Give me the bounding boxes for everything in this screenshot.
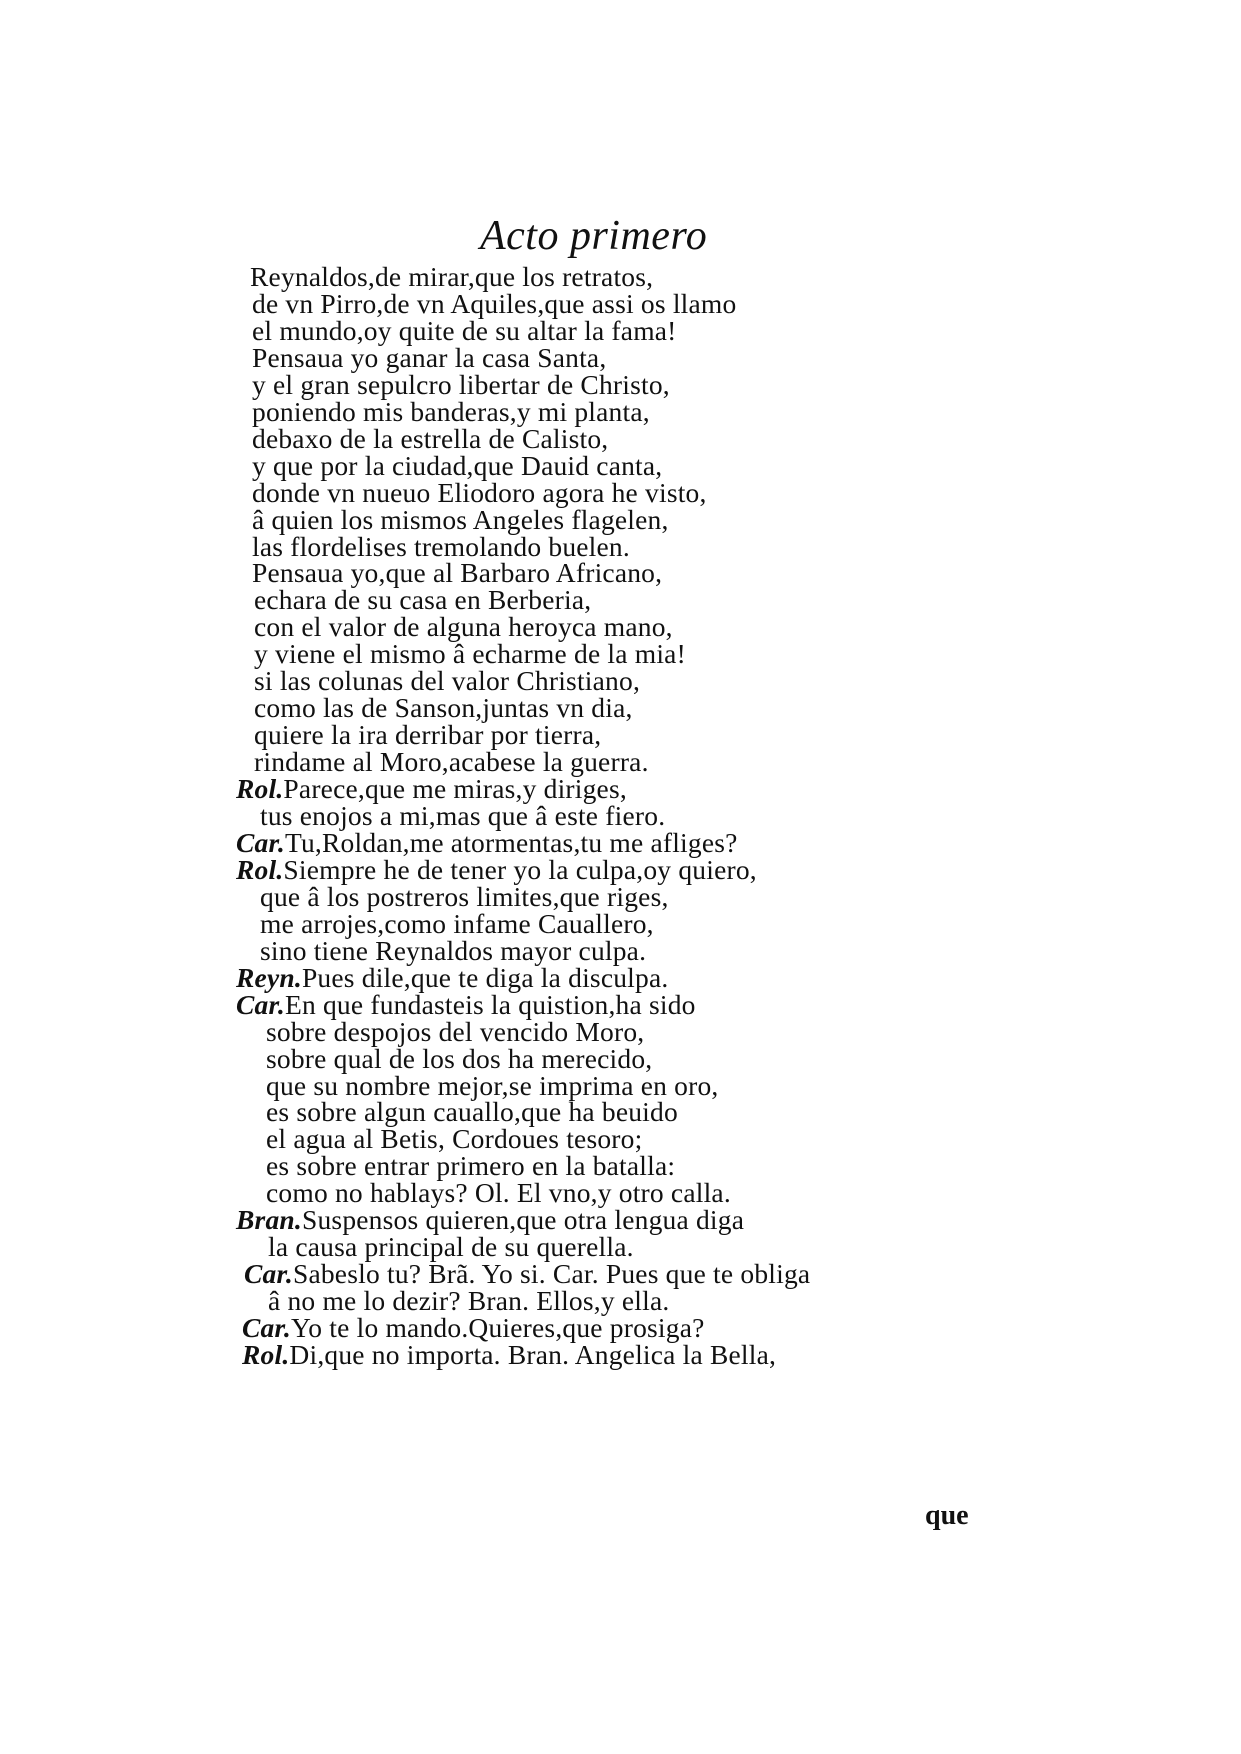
speaker-label: Rol. xyxy=(236,773,284,805)
speaker-label: Car. xyxy=(236,826,285,858)
speaker-label: Car. xyxy=(244,1258,293,1290)
verse-text: En que fundasteis la quistion,ha sido xyxy=(284,988,696,1020)
running-head: Acto primero xyxy=(480,213,708,259)
verse-text: Pensaua yo,que al Barbaro Africano, xyxy=(252,557,663,589)
verse-text: de vn Pirro,de vn Aquiles,que assi os llamo xyxy=(252,287,737,319)
verse-text: me arrojes,como infame Cauallero, xyxy=(260,907,654,939)
verse-text: si las colunas del valor Christiano, xyxy=(254,665,641,697)
verse-text: es sobre algun cauallo,que ha beuido xyxy=(266,1096,678,1128)
verse-text: Parece,que me miras,y diriges, xyxy=(283,773,627,805)
verse-text: el agua al Betis, Cordoues tesoro; xyxy=(266,1123,643,1155)
verse-text: Di,que no importa. Bran. Angelica la Bella, xyxy=(289,1339,777,1370)
verse-text: y viene el mismo â echarme de la mia! xyxy=(254,638,686,670)
verse-text: quiere la ira derribar por tierra, xyxy=(254,719,602,751)
verse-text: Pues dile,que te diga la disculpa. xyxy=(301,961,669,993)
verse-text: sobre despojos del vencido Moro, xyxy=(266,1015,645,1047)
verse-text: que su nombre mejor,se imprima en oro, xyxy=(266,1069,719,1101)
verse-text: Siempre he de tener yo la culpa,oy quiero, xyxy=(283,853,757,885)
verse-text: es sobre entrar primero en la batalla: xyxy=(266,1150,676,1182)
verse-text: tus enojos a mi,mas que â este fiero. xyxy=(260,800,666,831)
verse-text: Pensaua yo ganar la casa Santa, xyxy=(252,341,607,373)
verse-text: la causa principal de su querella. xyxy=(268,1231,634,1263)
verse-text: debaxo de la estrella de Calisto, xyxy=(252,422,609,454)
verse-text: y que por la ciudad,que Dauid canta, xyxy=(252,449,663,481)
verse-text: y el gran sepulcro libertar de Christo, xyxy=(252,368,670,400)
speaker-label: Car. xyxy=(236,988,285,1020)
speaker-label: Bran. xyxy=(236,1204,302,1236)
verse-text: poniendo mis banderas,y mi planta, xyxy=(252,395,650,427)
verse-text: Reynaldos,de mirar,que los retratos, xyxy=(250,261,654,292)
verse-text: como las de Sanson,juntas vn dia, xyxy=(254,692,633,724)
verse-text: donde vn nueuo Eliodoro agora he visto, xyxy=(252,476,707,508)
verse-text: sobre qual de los dos ha merecido, xyxy=(266,1042,653,1074)
verse-line xyxy=(242,1340,776,1370)
verse-text: Sabeslo tu? Brã. Yo si. Car. Pues que te obliga xyxy=(292,1258,811,1290)
verse-text: con el valor de alguna heroyca mano, xyxy=(254,611,673,643)
speaker-label: Car. xyxy=(242,1312,291,1344)
verse-text: las flordelises tremolando buelen. xyxy=(252,530,630,562)
speaker-label: Reyn. xyxy=(236,961,302,993)
verse-text: Yo te lo mando.Quieres,que prosiga? xyxy=(290,1312,705,1344)
verse-text: rindame al Moro,acabese la guerra. xyxy=(254,746,649,778)
verse-text: como no hablays? Ol. El vno,y otro calla. xyxy=(266,1177,731,1209)
verse-text: Tu,Roldan,me atormentas,tu me afliges? xyxy=(284,826,738,858)
verse-text: echara de su casa en Berberia, xyxy=(254,584,592,616)
verse-text: el mundo,oy quite de su altar la fama! xyxy=(252,314,677,346)
catchword: que xyxy=(925,1500,969,1531)
verse-text: â quien los mismos Angeles flagelen, xyxy=(252,503,669,535)
verse-text: â no me lo dezir? Bran. Ellos,y ella. xyxy=(268,1285,670,1317)
speaker-label: Rol. xyxy=(242,1339,290,1370)
verse-text: que â los postreros limites,que riges, xyxy=(260,880,669,912)
verse-text: sino tiene Reynaldos mayor culpa. xyxy=(260,934,647,966)
speaker-label: Rol. xyxy=(236,853,284,885)
verse-text: Suspensos quieren,que otra lengua diga xyxy=(301,1204,745,1236)
